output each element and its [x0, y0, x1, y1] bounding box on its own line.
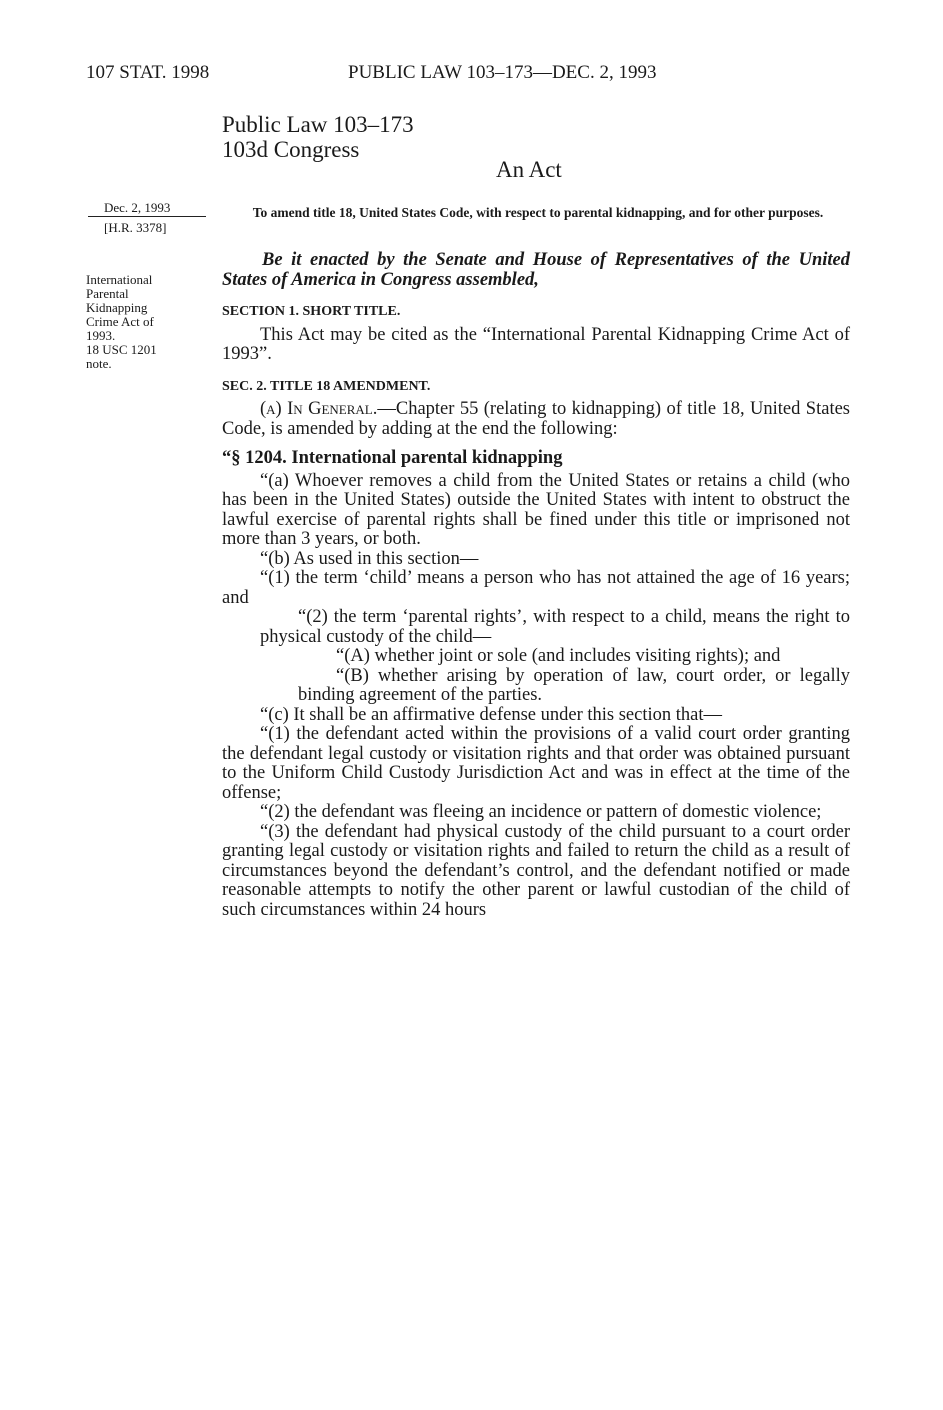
margin-bill-number: [H.R. 3378] — [104, 220, 167, 235]
act-body — [222, 251, 850, 920]
paragraph-b2A: “(A) whether joint or sole (and includes visiting rights); and — [336, 646, 781, 666]
congress-number: 103d Congress — [222, 137, 360, 162]
paragraph-c1: “(1) the defendant acted within the provisions of a valid court order granting the defendant legal custody or visitation rights and that order was obtained pursuant to the Uniform Child Custody Jurisdiction Act and was in effect at the time of the offense; — [222, 724, 850, 803]
subsection-label: (a) In General. — [260, 399, 378, 419]
paragraph-b2: “(2) the term ‘parental rights’, with respect to a child, means the right to physical custody of the child— — [260, 607, 850, 647]
margin-line: International — [86, 272, 153, 287]
margin-line: note. — [86, 356, 112, 371]
paragraph-b1: “(1) the term ‘child’ means a person who has not attained the age of 16 years; and — [222, 568, 850, 608]
enacting-clause: Be it enacted by the Senate and House of Representatives of the United States of America in Congress assembled, — [222, 250, 850, 290]
paragraph-c3: “(3) the defendant had physical custody of the child pursuant to a court order granting legal custody or visitation rights and failed to return the child as a result of circumstances beyond the defendant’s control, and the defendant notified or made reasonable attempts to notify the other parent or lawful custodian of the child of such circumstances within 24 hours — [222, 821, 850, 920]
act-purpose: To amend title 18, United States Code, with respect to parental kidnapping, and for other purposes. — [252, 205, 824, 220]
title-block — [222, 112, 414, 162]
margin-short-title — [86, 273, 157, 371]
new-section-title: “§ 1204. International parental kidnapping — [222, 448, 563, 468]
section-2-heading: SEC. 2. TITLE 18 AMENDMENT. — [222, 378, 431, 394]
public-law-number: Public Law 103–173 — [222, 112, 414, 137]
margin-line: 18 USC 1201 — [86, 342, 157, 357]
section-1-heading: SECTION 1. SHORT TITLE. — [222, 304, 401, 319]
margin-divider — [88, 216, 206, 217]
margin-line: Kidnapping — [86, 300, 148, 315]
running-head-law-date: PUBLIC LAW 103–173—DEC. 2, 1993 — [348, 62, 657, 83]
paragraph-b2B: “(B) whether arising by operation of law, court order, or legally binding agreement of the parties. — [298, 665, 850, 705]
margin-line: Crime Act of — [86, 314, 154, 329]
paragraph-a: “(a) Whoever removes a child from the United States or retains a child (who has been in the United States) outside the United States with intent to obstruct the lawful exercise of parental rights shall be fined under this title or imprisoned not more than 3 years, or both. — [222, 470, 850, 549]
subsection-text: —Chapter 55 (relating to kidnapping) of title 18, United States Code, is amended by adding at the end the following: — [222, 399, 850, 439]
section-1-text: This Act may be cited as the “International Parental Kidnapping Crime Act of 1993”. — [222, 324, 850, 364]
section-2-subsection-a — [222, 400, 850, 439]
page-stat-citation: 107 STAT. 1998 — [86, 62, 210, 83]
an-act-heading: An Act — [496, 157, 562, 182]
paragraph-c2: “(2) the defendant was fleeing an incidence or pattern of domestic violence; — [260, 802, 822, 822]
margin-date: Dec. 2, 1993 — [104, 200, 171, 215]
paragraph-b: “(b) As used in this section— — [260, 548, 479, 569]
margin-line: Parental — [86, 286, 129, 301]
paragraph-c: “(c) It shall be an affirmative defense under this section that— — [260, 704, 722, 725]
margin-line: 1993. — [86, 328, 116, 343]
